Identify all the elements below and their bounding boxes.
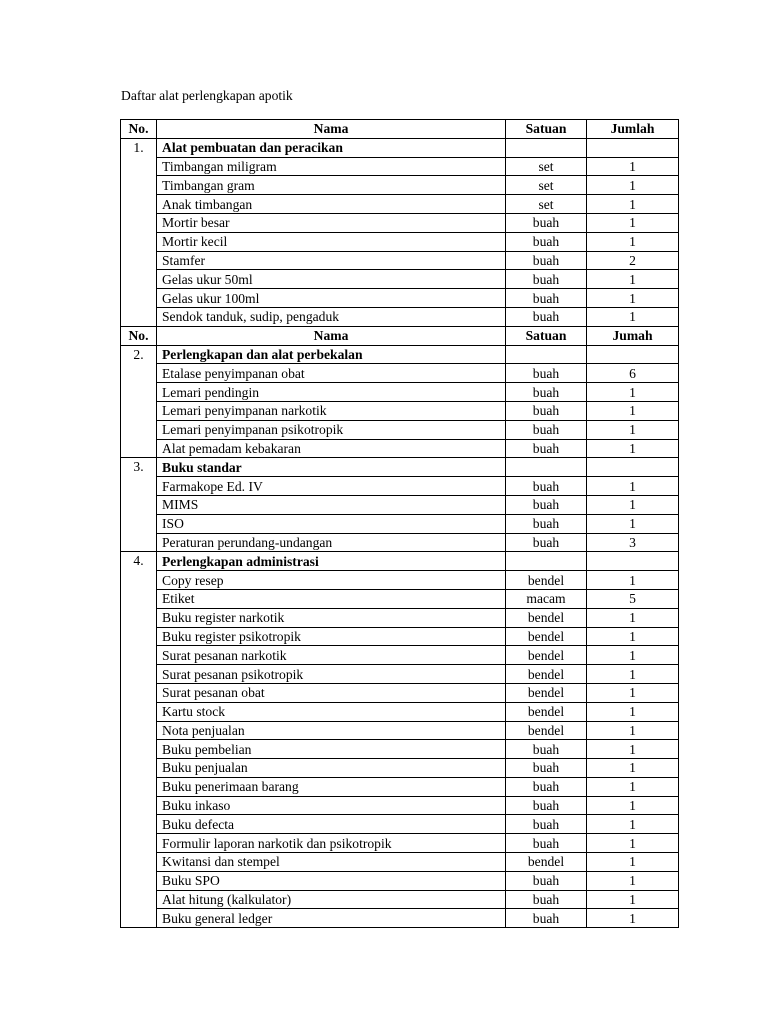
table-row (121, 608, 679, 627)
item-satuan: buah (506, 777, 587, 796)
item-satuan: bendel (506, 627, 587, 646)
item-jumlah: 1 (587, 420, 679, 439)
table-row (121, 909, 679, 928)
table-row (121, 157, 679, 176)
item-jumlah: 5 (587, 589, 679, 608)
item-jumlah: 1 (587, 627, 679, 646)
section-row (121, 138, 679, 157)
section-number: 2. (121, 345, 157, 458)
section-row (121, 552, 679, 571)
item-nama: Buku penjualan (157, 759, 506, 778)
item-jumlah: 1 (587, 514, 679, 533)
item-nama: Buku defecta (157, 815, 506, 834)
item-nama: Buku pembelian (157, 740, 506, 759)
table-row (121, 251, 679, 270)
table-row (121, 307, 679, 326)
item-satuan: macam (506, 589, 587, 608)
header-nama: Nama (157, 326, 506, 345)
item-satuan: buah (506, 533, 587, 552)
section-title: Perlengkapan administrasi (157, 552, 506, 571)
item-nama: Peraturan perundang-undangan (157, 533, 506, 552)
item-jumlah: 1 (587, 157, 679, 176)
table-row (121, 420, 679, 439)
item-satuan: buah (506, 439, 587, 458)
section-number: 3. (121, 458, 157, 552)
header-satuan: Satuan (506, 120, 587, 139)
item-nama: Mortir besar (157, 213, 506, 232)
item-nama: Timbangan miligram (157, 157, 506, 176)
item-jumlah: 1 (587, 815, 679, 834)
item-nama: Buku penerimaan barang (157, 777, 506, 796)
section-number: 4. (121, 552, 157, 928)
item-jumlah: 1 (587, 439, 679, 458)
table-row (121, 439, 679, 458)
table-row (121, 514, 679, 533)
item-jumlah: 1 (587, 176, 679, 195)
table-row (121, 383, 679, 402)
item-jumlah: 1 (587, 777, 679, 796)
item-nama: Lemari penyimpanan psikotropik (157, 420, 506, 439)
item-nama: Surat pesanan psikotropik (157, 665, 506, 684)
item-nama: Surat pesanan narkotik (157, 646, 506, 665)
table-row (121, 777, 679, 796)
table-row (121, 232, 679, 251)
item-satuan: bendel (506, 853, 587, 872)
item-jumlah: 1 (587, 740, 679, 759)
item-satuan: buah (506, 213, 587, 232)
item-nama: Gelas ukur 100ml (157, 289, 506, 308)
item-satuan: buah (506, 759, 587, 778)
table-row (121, 890, 679, 909)
item-nama: Stamfer (157, 251, 506, 270)
item-jumlah: 1 (587, 853, 679, 872)
item-jumlah: 1 (587, 702, 679, 721)
item-jumlah: 1 (587, 834, 679, 853)
item-nama: Buku register psikotropik (157, 627, 506, 646)
item-satuan: bendel (506, 608, 587, 627)
item-satuan: bendel (506, 683, 587, 702)
table-row (121, 683, 679, 702)
item-satuan: buah (506, 364, 587, 383)
item-nama: MIMS (157, 495, 506, 514)
item-satuan: buah (506, 495, 587, 514)
item-jumlah: 1 (587, 401, 679, 420)
section-row (121, 345, 679, 364)
table-row (121, 871, 679, 890)
item-nama: Anak timbangan (157, 195, 506, 214)
item-satuan: buah (506, 834, 587, 853)
table-row (121, 195, 679, 214)
section-jumlah-empty (587, 552, 679, 571)
item-jumlah: 1 (587, 871, 679, 890)
table-row (121, 477, 679, 496)
item-nama: Etiket (157, 589, 506, 608)
item-nama: Lemari pendingin (157, 383, 506, 402)
item-jumlah: 1 (587, 495, 679, 514)
item-jumlah: 1 (587, 796, 679, 815)
equipment-table (120, 119, 679, 928)
section-title: Buku standar (157, 458, 506, 477)
item-satuan: set (506, 157, 587, 176)
item-satuan: buah (506, 796, 587, 815)
item-nama: Sendok tanduk, sudip, pengaduk (157, 307, 506, 326)
header-nama: Nama (157, 120, 506, 139)
table-row (121, 289, 679, 308)
table-row (121, 533, 679, 552)
item-jumlah: 1 (587, 759, 679, 778)
item-nama: ISO (157, 514, 506, 533)
item-jumlah: 1 (587, 909, 679, 928)
item-jumlah: 6 (587, 364, 679, 383)
item-satuan: bendel (506, 721, 587, 740)
item-jumlah: 1 (587, 213, 679, 232)
item-nama: Nota penjualan (157, 721, 506, 740)
item-jumlah: 1 (587, 646, 679, 665)
item-nama: Farmakope Ed. IV (157, 477, 506, 496)
item-satuan: buah (506, 514, 587, 533)
item-satuan: buah (506, 270, 587, 289)
section-satuan-empty (506, 458, 587, 477)
item-nama: Lemari penyimpanan narkotik (157, 401, 506, 420)
table-row (121, 213, 679, 232)
header-jumlah: Jumlah (587, 120, 679, 139)
table-row (121, 815, 679, 834)
item-satuan: buah (506, 232, 587, 251)
item-satuan: set (506, 195, 587, 214)
table-row (121, 495, 679, 514)
section-satuan-empty (506, 345, 587, 364)
item-nama: Gelas ukur 50ml (157, 270, 506, 289)
item-jumlah: 1 (587, 571, 679, 590)
item-jumlah: 1 (587, 289, 679, 308)
item-jumlah: 1 (587, 270, 679, 289)
item-nama: Buku register narkotik (157, 608, 506, 627)
section-jumlah-empty (587, 138, 679, 157)
item-jumlah: 2 (587, 251, 679, 270)
table-row (121, 627, 679, 646)
item-nama: Formulir laporan narkotik dan psikotropik (157, 834, 506, 853)
item-satuan: set (506, 176, 587, 195)
item-jumlah: 1 (587, 665, 679, 684)
section-jumlah-empty (587, 345, 679, 364)
item-satuan: buah (506, 289, 587, 308)
item-nama: Copy resep (157, 571, 506, 590)
table-row (121, 702, 679, 721)
item-satuan: buah (506, 815, 587, 834)
section-number: 1. (121, 138, 157, 326)
item-satuan: buah (506, 401, 587, 420)
header-satuan: Satuan (506, 326, 587, 345)
item-nama: Alat hitung (kalkulator) (157, 890, 506, 909)
section-satuan-empty (506, 552, 587, 571)
header-no: No. (121, 120, 157, 139)
item-nama: Buku general ledger (157, 909, 506, 928)
table-row (121, 796, 679, 815)
item-satuan: buah (506, 383, 587, 402)
item-satuan: buah (506, 890, 587, 909)
item-jumlah: 1 (587, 195, 679, 214)
section-title: Alat pembuatan dan peracikan (157, 138, 506, 157)
item-satuan: buah (506, 307, 587, 326)
header-no: No. (121, 326, 157, 345)
item-satuan: bendel (506, 665, 587, 684)
table-row (121, 721, 679, 740)
item-nama: Etalase penyimpanan obat (157, 364, 506, 383)
item-jumlah: 3 (587, 533, 679, 552)
table-row (121, 759, 679, 778)
header-jumlah: Jumah (587, 326, 679, 345)
table-row (121, 364, 679, 383)
item-nama: Buku inkaso (157, 796, 506, 815)
section-jumlah-empty (587, 458, 679, 477)
item-jumlah: 1 (587, 608, 679, 627)
item-nama: Kartu stock (157, 702, 506, 721)
item-jumlah: 1 (587, 477, 679, 496)
table-header-row (121, 120, 679, 139)
item-satuan: bendel (506, 646, 587, 665)
table-row (121, 834, 679, 853)
item-nama: Mortir kecil (157, 232, 506, 251)
table-row (121, 401, 679, 420)
item-jumlah: 1 (587, 721, 679, 740)
table-row (121, 646, 679, 665)
table-row (121, 176, 679, 195)
item-satuan: buah (506, 420, 587, 439)
table-row (121, 740, 679, 759)
table-row (121, 665, 679, 684)
item-nama: Surat pesanan obat (157, 683, 506, 702)
item-jumlah: 1 (587, 383, 679, 402)
table-body (121, 120, 679, 928)
section-satuan-empty (506, 138, 587, 157)
item-satuan: buah (506, 909, 587, 928)
item-jumlah: 1 (587, 307, 679, 326)
table-row (121, 589, 679, 608)
section-row (121, 458, 679, 477)
table-row (121, 853, 679, 872)
section-title: Perlengkapan dan alat perbekalan (157, 345, 506, 364)
item-nama: Timbangan gram (157, 176, 506, 195)
item-satuan: bendel (506, 571, 587, 590)
item-jumlah: 1 (587, 683, 679, 702)
table-row (121, 571, 679, 590)
document-title: Daftar alat perlengkapan apotik (121, 88, 293, 103)
item-nama: Alat pemadam kebakaran (157, 439, 506, 458)
table-row (121, 270, 679, 289)
item-satuan: buah (506, 251, 587, 270)
table-header-row (121, 326, 679, 345)
item-jumlah: 1 (587, 890, 679, 909)
item-satuan: buah (506, 871, 587, 890)
item-nama: Buku SPO (157, 871, 506, 890)
item-satuan: bendel (506, 702, 587, 721)
item-jumlah: 1 (587, 232, 679, 251)
item-nama: Kwitansi dan stempel (157, 853, 506, 872)
item-satuan: buah (506, 477, 587, 496)
item-satuan: buah (506, 740, 587, 759)
